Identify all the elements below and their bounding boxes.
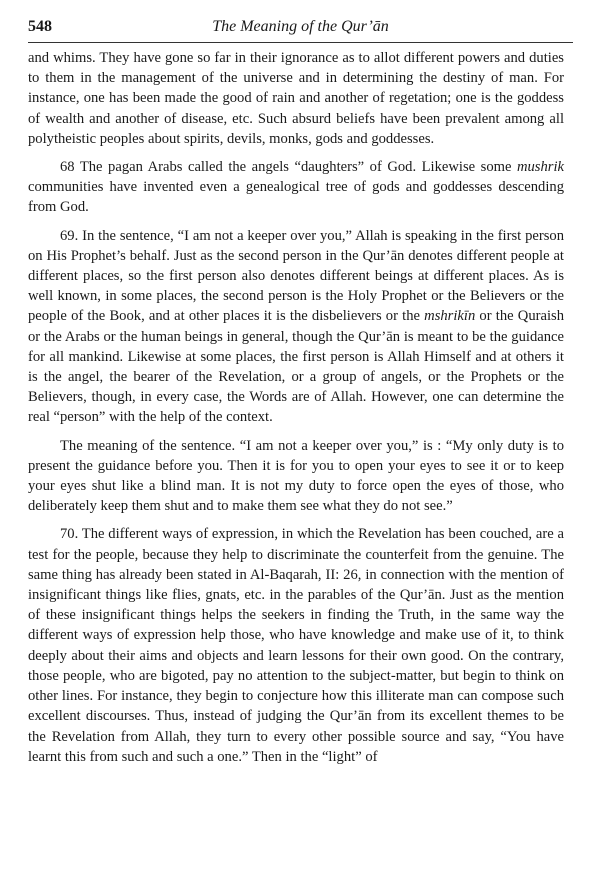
paragraph-continuation: and whims. They have gone so far in their ignorance as to allot different powers and duties to them in the management of the universe and in determining the destiny of man. For instance, one has been made the good of rain and another of regetation; one is the goddess of wealth and another of disease, etc. Such absurd beliefs have been prevalent among all polytheistic peoples about spirits, devils, monks, gods and goddesses.	[28, 50, 564, 147]
paragraph-note-68	[28, 157, 564, 218]
running-title: The Meaning of the Qur’ān	[212, 18, 389, 35]
body-text	[28, 48, 564, 775]
note-69-text-start: 69. In the sentence, “I am not a keeper over you,” Allah is speaking in the first person on His Prophet’s behalf. Just as the second person in the Qur’ān denotes different people at different places, so the first person also denotes different beings at different places. As is well known, in some places, the second person is the Holy Prophet or the Believers or the people of the Book, and at other places it is the disbelievers or the	[28, 227, 564, 325]
note-68-emphasis: mushrik	[516, 159, 564, 176]
paragraph-note-70: 70. The different ways of expression, in which the Revelation has been couched, are a test for the people, because they help to discriminate the counterfeit from the genuine. The same thing has already been stated in Al-Baqarah, II: 26, in connection with the mention of insignificant things like flies, gnats, etc. in the parables of the Qur’ān. Just as the mention of these insignificant things helps the seekers in finding the Truth, in the same way the different ways of expression help those, who have knowledge and make use of it, to think deeply about their aims and objects and learn lessons for their own good. On the contrary, those people, who are bigoted, pay no attention to the subject-matter, but begin to think on other lines. For instance, they begin to conjecture how this illiterate man can compose such excellent discourses. Thus, instead of judging the Qur’ān from its excellent themes to be the Revelation from Allah, they turn to every other possible source and say, “You have learnt this from such and such a one.” Then in the “light” of	[28, 526, 564, 765]
page-header	[28, 18, 573, 43]
page-number: 548	[28, 18, 52, 35]
note-69-emphasis: mshrikīn	[424, 308, 476, 325]
note-68-text-start: 68 The pagan Arabs called the angels “daughters” of God. Likewise some	[60, 159, 517, 176]
note-69-text-end: or the Quraish or the Arabs or the human beings in general, though the Qur’ān is meant to be the guidance for all mankind. Likewise at some places, the first person is Allah Himself and at others it is the angel, the bearer of the Revelation, or a group of angels, or the Prophets or the Believers, though, in every case, the Words are of Allah. However, one can determine the real “person” with the help of the context.	[28, 308, 564, 426]
paragraph-note-69	[28, 226, 564, 428]
paragraph-note-69-meaning: The meaning of the sentence. “I am not a keeper over you,” is : “My only duty is to present the guidance before you. Then it is for you to open your eyes to see it or to keep your eyes shut like a blind man. It is not my duty to force open the eyes of those, who deliberately keep them shut and to make them see what they do not see.”	[28, 437, 564, 515]
note-68-text-end: communities have invented even a genealogical tree of gods and goddesses descending from God.	[28, 179, 564, 216]
